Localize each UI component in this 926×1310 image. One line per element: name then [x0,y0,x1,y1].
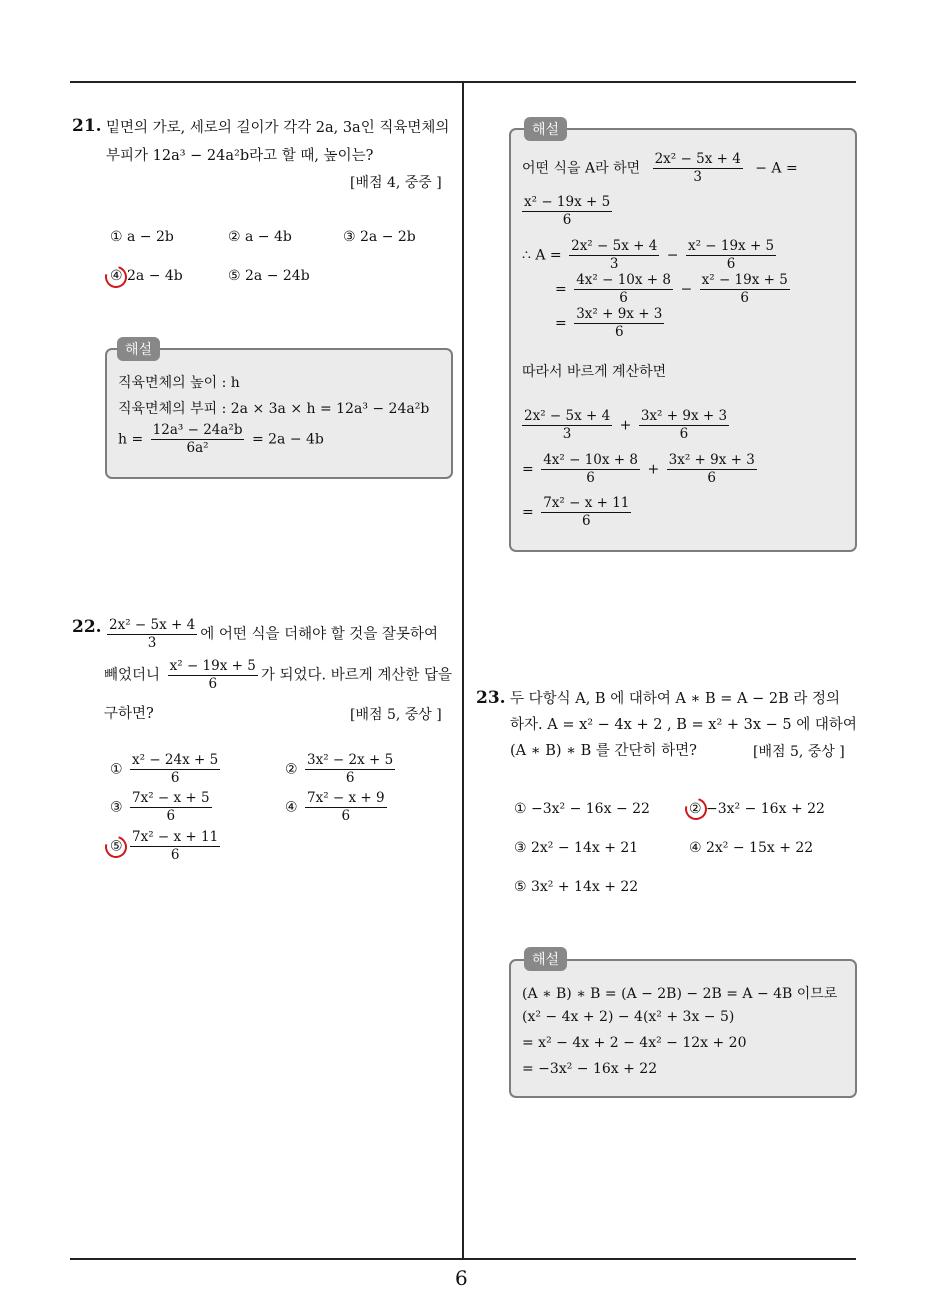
sol22-line5: = $\frac{\text{3x² + 9x + 3}}{6}$ [555,306,663,340]
q21-choice-3[interactable]: ③ 2a − 2b [343,229,416,245]
q23-choice-3[interactable]: ③ 2x² − 14x + 21 [514,840,639,856]
q21-choice-5[interactable]: ⑤ 2a − 24b [228,268,310,284]
q21-choice-4[interactable]: ④ 2a − 4b [110,268,183,284]
q23-choice-4[interactable]: ④ 2x² − 15x + 22 [689,840,814,856]
q21-sol-line2: 직육면체의 부피 : 2a × 3a × h = 12a³ − 24a²b [118,401,430,417]
sol22-line6: 따라서 바르게 계산하면 [522,364,667,380]
q21-sol-line3: h = $\frac{\text{12a³ − 24a²b}}{\text{6a²}}$ = 2a − 4b [118,422,324,456]
q21-text-line2: 부피가 12a³ − 24a²b라고 할 때, 높이는? [106,148,374,164]
q23-sol-line2: (x² − 4x + 2) − 4(x² + 3x − 5) [522,1009,735,1025]
q22-choice-1[interactable]: ① $\frac{\text{x² − 24x + 5}}{6}$ [110,752,219,786]
q23-text-line3: (A ∗ B) ∗ B 를 간단히 하면? [510,743,697,759]
q22-choice-2[interactable]: ② $\frac{\text{3x² − 2x + 5}}{6}$ [285,752,394,786]
sol22-line7: $\frac{\text{2x² − 5x + 4}}{3}$ + $\frac{\text{3x² + 9x + 3}}{6}$ [524,408,728,442]
bottom-rule [70,1258,856,1260]
sol22-line4: = $\frac{\text{4x² − 10x + 8}}{6}$ − $\frac{\text{x² − 19x + 5}}{6}$ [555,272,788,306]
q23-number: 23. [476,688,506,708]
q21-score: [배점 4, 중중 ] [350,175,442,191]
q21-choice-2[interactable]: ② a − 4b [228,229,292,245]
q21-solution-tag: 해설 [117,337,160,361]
q22-choice-3[interactable]: ③ $\frac{\text{7x² − x + 5}}{6}$ [110,790,210,824]
q21-number: 21. [72,116,102,136]
q22-text-line1: $\frac{\text{2x² − 5x + 4}}{3}$ 에 어떤 식을 더해야 할 것을 잘못하여 [109,617,438,651]
q21-choice-1[interactable]: ① a − 2b [110,229,174,245]
q22-fraction-2: $\frac{\text{x² − 19x + 5}}{6}$ [169,658,256,692]
page-number: 6 [455,1266,468,1290]
q23-text-line2: 하자. A = x² − 4x + 2 , B = x² + 3x − 5 에 대하여 [510,717,857,733]
q22-number: 22. [72,617,102,637]
q23-solution-tag: 해설 [524,947,567,971]
column-divider [462,83,464,1259]
sol22-line3: ∴ A = $\frac{\text{2x² − 5x + 4}}{3}$ − $\frac{\text{x² − 19x + 5}}{6}$ [522,238,775,272]
q23-answer-mark [681,794,711,824]
q21-sol-line1: 직육면체의 높이 : h [118,375,240,391]
q22-score: [배점 5, 중상 ] [350,707,442,723]
q23-text-line1: 두 다항식 A, B 에 대하여 A ∗ B = A − 2B 라 정의 [510,691,840,707]
sol22-line8: = $\frac{\text{4x² − 10x + 8}}{6}$ + $\frac{\text{3x² + 9x + 3}}{6}$ [522,452,755,486]
q22-choice-5[interactable]: ⑤ $\frac{\text{7x² − x + 11}}{6}$ [110,829,219,863]
q22-fraction-1: $\frac{\text{2x² − 5x + 4}}{3}$ [109,617,196,651]
q22-text-line3: 구하면? [104,706,154,722]
q22-choice-4[interactable]: ④ $\frac{\text{7x² − x + 9}}{6}$ [285,790,385,824]
q22-text-line2: 빼었더니 $\frac{\text{x² − 19x + 5}}{6}$ 가 되었다. 바르게 계산한 답을 [104,658,452,692]
sol22-line2: $\frac{\text{x² − 19x + 5}}{6}$ [524,194,611,228]
q21-text-line1: 밑면의 가로, 세로의 길이가 각각 2a, 3a인 직육면체의 [106,120,450,136]
sol22-line1: 어떤 식을 A라 하면 $\frac{\text{2x² − 5x + 4}}{3}$ − A = [522,151,798,185]
sol22-line9: = $\frac{\text{7x² − x + 11}}{6}$ [522,495,630,529]
q23-choice-5[interactable]: ⑤ 3x² + 14x + 22 [514,879,639,895]
q21-answer-mark [101,262,131,292]
q23-sol-line1: (A ∗ B) ∗ B = (A − 2B) − 2B = A − 4B 이므로 [522,986,838,1002]
q23-sol-line4: = −3x² − 16x + 22 [522,1061,658,1077]
q21-sol-fraction: $\frac{\text{12a³ − 24a²b}}{\text{6a²}}$ [152,422,243,456]
q23-choice-1[interactable]: ① −3x² − 16x − 22 [514,801,650,817]
q23-sol-line3: = x² − 4x + 2 − 4x² − 12x + 20 [522,1035,747,1051]
q23-solution-box [509,959,857,1098]
q22-solution-tag: 해설 [524,117,567,141]
q23-score: [배점 5, 중상 ] [753,744,845,760]
q23-choice-2[interactable]: ② −3x² − 16x + 22 [689,801,825,817]
